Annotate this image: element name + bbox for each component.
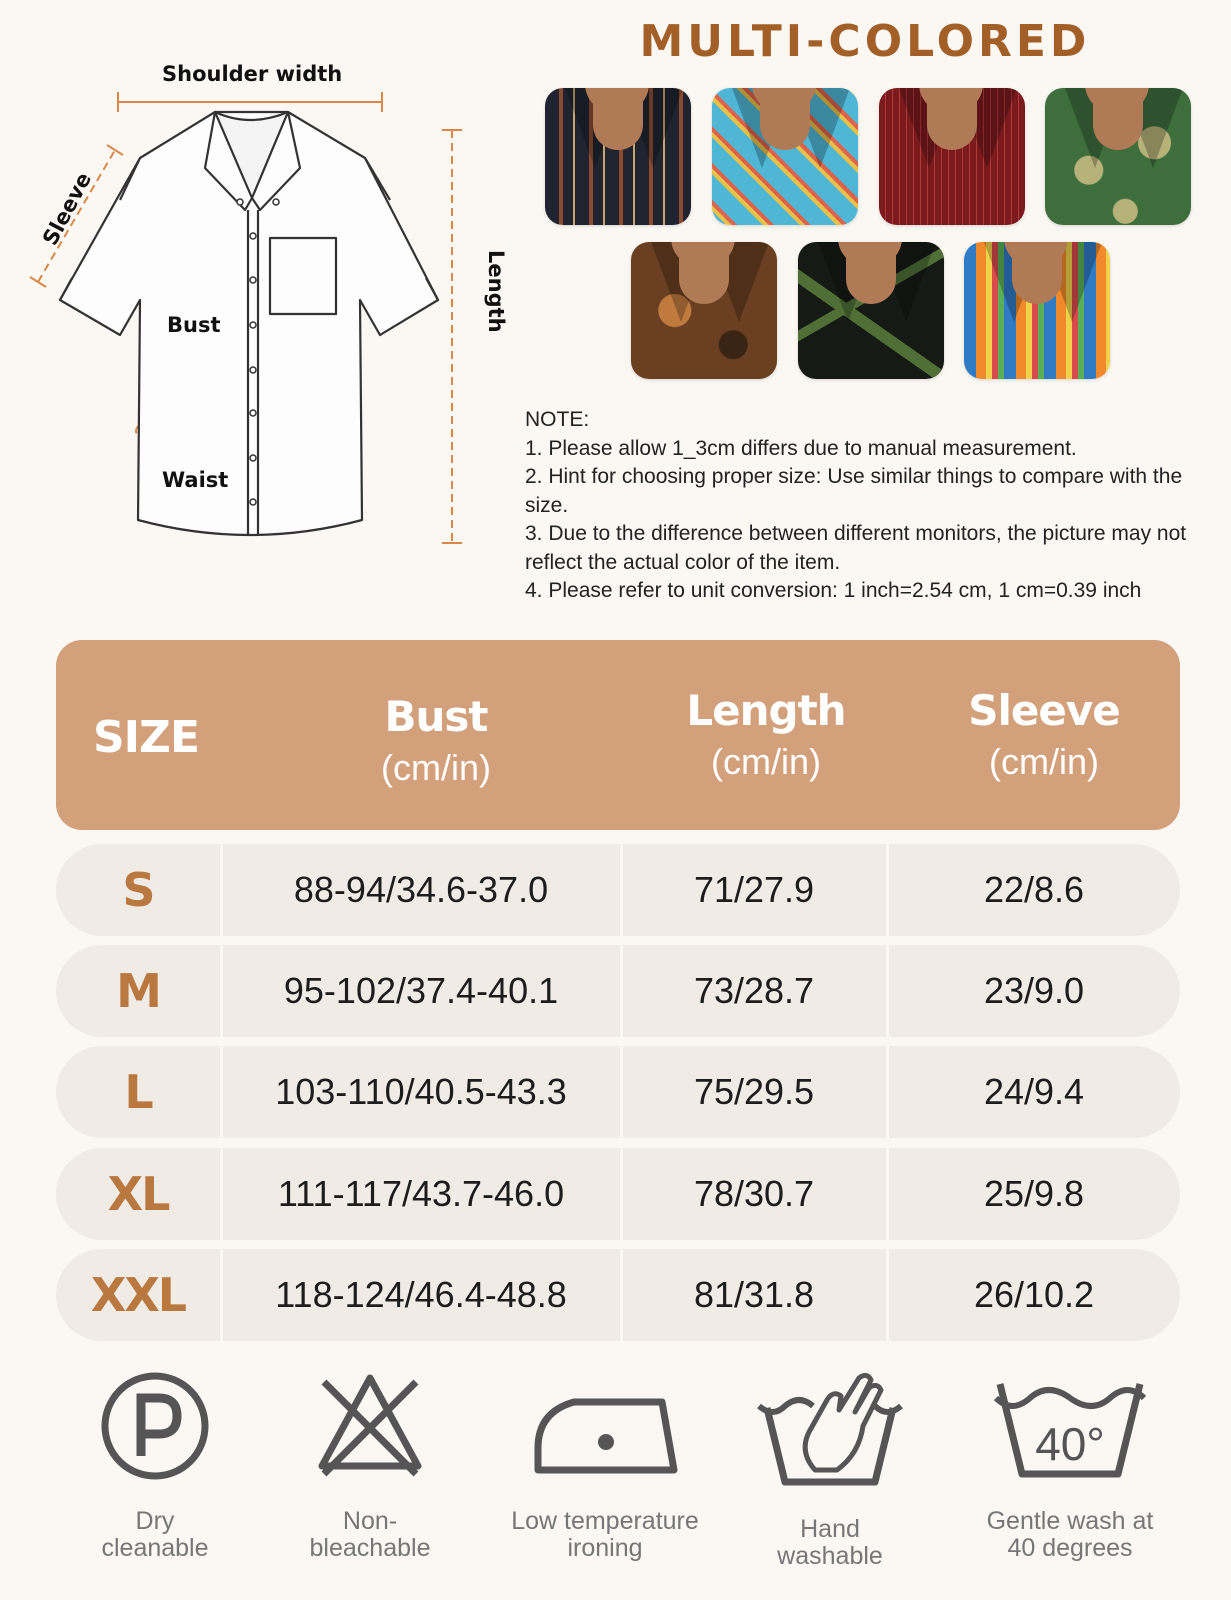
- bust-cell: 118-124/46.4-48.8: [275, 1274, 567, 1315]
- care-label: [500, 1508, 710, 1562]
- bust-unit-label: (cm/in): [381, 747, 491, 788]
- sleeve-cell: 24/9.4: [983, 1071, 1085, 1112]
- size-cell: XL: [107, 1167, 169, 1221]
- care-label-line: washable: [777, 1542, 883, 1570]
- care-hand-wash: [745, 1370, 915, 1570]
- size-note: [525, 406, 1215, 606]
- care-no-bleach: [280, 1370, 460, 1562]
- care-label-line: Dry: [135, 1507, 175, 1535]
- sleeve-cell: 23/9.0: [983, 970, 1085, 1011]
- shoulder-width-label: Shoulder width: [162, 62, 343, 86]
- column-header-length: [616, 686, 916, 783]
- column-header-bust: [286, 692, 586, 789]
- care-label-line: Gentle wash at: [986, 1507, 1154, 1535]
- shirt-measurement-diagram: [20, 50, 510, 570]
- no-bleach-icon: [314, 1370, 426, 1482]
- care-dry-clean: [70, 1370, 240, 1562]
- table-row: [56, 945, 1180, 1037]
- sleeve-cell: 22/8.6: [983, 869, 1085, 910]
- color-swatch-aqua-geometric[interactable]: [712, 88, 858, 225]
- bust-label: Bust: [167, 313, 221, 337]
- length-cell: 73/28.7: [693, 970, 815, 1011]
- table-row: [56, 844, 1180, 936]
- wash-temperature-label: 40°: [1035, 1418, 1105, 1470]
- color-swatch-burgundy-pinstripe[interactable]: [879, 88, 1025, 225]
- size-header-label: SIZE: [92, 712, 200, 763]
- shirt-outline-icon: [20, 50, 510, 570]
- table-row: [56, 1148, 1180, 1240]
- sleeve-label: Sleeve: [38, 168, 97, 250]
- hand-wash-icon: [755, 1370, 905, 1490]
- size-cell: S: [122, 863, 154, 917]
- column-header-sleeve: [894, 686, 1194, 783]
- color-swatch-rainbow-stripe[interactable]: [964, 242, 1110, 379]
- care-iron: [500, 1370, 710, 1562]
- color-variants-title: MULTI-COLORED: [639, 16, 1091, 67]
- care-label-line: bleachable: [309, 1534, 431, 1562]
- note-item: 4. Please refer to unit conversion: 1 inch=2.54 cm, 1 cm=0.39 inch: [525, 579, 1142, 602]
- table-row: [56, 1046, 1180, 1138]
- length-cell: 75/29.5: [693, 1071, 815, 1112]
- size-cell: M: [116, 964, 160, 1018]
- size-table-header: [56, 640, 1180, 830]
- bust-cell: 88-94/34.6-37.0: [293, 869, 549, 910]
- dry-clean-p-icon: [99, 1370, 211, 1482]
- length-cell: 78/30.7: [693, 1173, 815, 1214]
- sleeve-cell: 26/10.2: [973, 1274, 1095, 1315]
- care-label-line: Hand: [800, 1515, 860, 1543]
- table-row: [56, 1249, 1180, 1341]
- note-item: 2. Hint for choosing proper size: Use similar things to compare with the size.: [525, 465, 1183, 517]
- bust-cell: 111-117/43.7-46.0: [277, 1173, 565, 1214]
- note-item: 1. Please allow 1_3cm differs due to manual measurement.: [525, 436, 1077, 460]
- care-label-line: Low temperature: [511, 1507, 699, 1535]
- care-label-line: cleanable: [101, 1534, 209, 1562]
- care-label: [280, 1508, 460, 1562]
- sleeve-unit-label: (cm/in): [989, 741, 1099, 782]
- note-heading: NOTE:: [525, 408, 590, 431]
- color-swatch-black-fern[interactable]: [798, 242, 944, 379]
- size-cell: XXL: [90, 1268, 186, 1322]
- color-swatch-brown-paisley[interactable]: [631, 242, 777, 379]
- iron-low-icon: [530, 1370, 680, 1482]
- color-swatch-green-leaf[interactable]: [1045, 88, 1191, 225]
- sleeve-cell: 25/9.8: [983, 1173, 1085, 1214]
- waist-label: Waist: [162, 468, 229, 492]
- size-cell: L: [124, 1065, 152, 1119]
- length-label: Length: [484, 250, 508, 333]
- color-swatch-dark-tribal-stripe[interactable]: [545, 88, 691, 225]
- care-label: [960, 1508, 1180, 1562]
- care-label: [745, 1516, 915, 1570]
- care-label-line: ironing: [567, 1534, 643, 1562]
- length-unit-label: (cm/in): [711, 741, 821, 782]
- note-item: 3. Due to the difference between different monitors, the picture may not reflect the actual color of the item.: [525, 522, 1187, 574]
- care-wash-40: [960, 1370, 1180, 1562]
- care-label-line: Non-: [342, 1507, 398, 1535]
- bust-cell: 103-110/40.5-43.3: [275, 1071, 567, 1112]
- bust-header-label: Bust: [384, 692, 488, 741]
- column-header-size: [56, 712, 236, 763]
- bust-cell: 95-102/37.4-40.1: [283, 970, 559, 1011]
- wash-40-icon: [990, 1370, 1150, 1482]
- length-header-label: Length: [686, 686, 846, 735]
- length-cell: 71/27.9: [693, 869, 815, 910]
- sleeve-header-label: Sleeve: [968, 686, 1120, 735]
- length-cell: 81/31.8: [693, 1274, 815, 1315]
- care-label: [70, 1508, 240, 1562]
- care-label-line: 40 degrees: [1007, 1534, 1133, 1562]
